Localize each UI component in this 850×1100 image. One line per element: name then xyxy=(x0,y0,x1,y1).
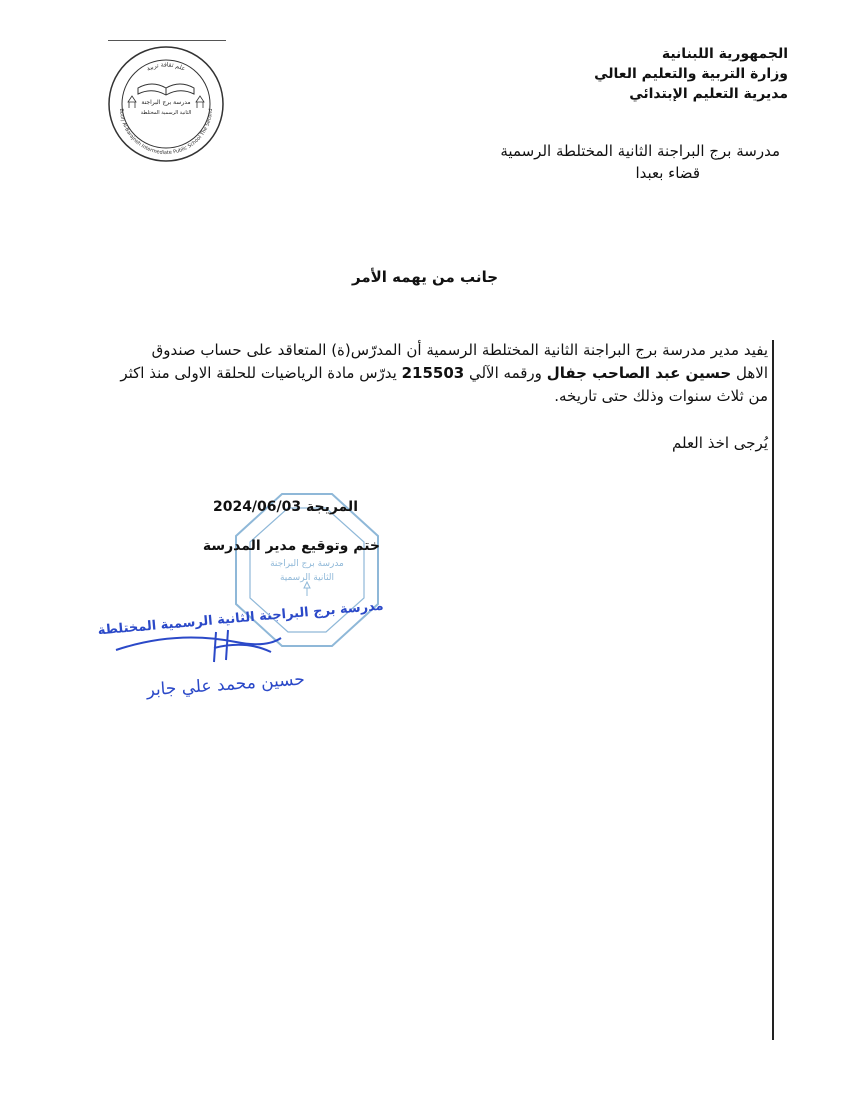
school-name: مدرسة برج البراجنة الثانية المختلطة الرسمية xyxy=(500,142,780,160)
letter-title: جانب من يهمه الأمر xyxy=(351,268,499,286)
date-line xyxy=(198,499,358,515)
margin-rule xyxy=(772,340,774,1040)
logo-top-words: علم ثقافة تربية xyxy=(145,61,187,73)
ministry-header xyxy=(468,44,788,104)
header-directorate: مديرية التعليم الإبتدائي xyxy=(629,86,788,102)
principal-signature xyxy=(96,590,386,710)
body-paragraph xyxy=(118,339,768,408)
teacher-id-number: 215503 xyxy=(401,364,465,382)
teacher-name: حسين عبد الصاحب جفال xyxy=(546,364,732,382)
header-republic: الجمهورية اللبنانية xyxy=(661,46,788,62)
header-ministry: وزارة التربية والتعليم العالي xyxy=(594,66,788,82)
request-line: يُرجى اخذ العلم xyxy=(672,434,768,452)
body-text-start: يفيد مدير مدرسة برج البراجنة الثانية المختلطة الرسمية أن المدرّس(ة) المتعاقد على حساب صندوق الاهل xyxy=(151,341,768,382)
school-info xyxy=(320,140,780,184)
logo-ring-text: Bourj Al-Barajneh Intermediate Public School The Second xyxy=(117,108,215,156)
logo-center-line2: الثانية الرسمية المختلطة xyxy=(140,110,192,116)
signature-school-text: مدرسة برج البراجنة الثانية الرسمية المختلطة xyxy=(97,598,385,639)
body-text-mid: ورقمه الآلي xyxy=(464,364,547,382)
letter-body xyxy=(118,339,768,408)
school-district: قضاء بعبدا xyxy=(635,164,700,182)
signature-label: ختم وتوقيع مدير المدرسة xyxy=(202,538,380,554)
place-name: المريجة xyxy=(306,499,358,515)
logo-center-line1: مدرسة برج البراجنة xyxy=(141,99,191,106)
body-text-end: يدرّس مادة الرياضيات للحلقة الاولى منذ اكثر من ثلاث سنوات وذلك حتى تاريخه. xyxy=(120,364,768,405)
divider-line xyxy=(108,40,226,41)
signature-name: حسين محمد علي جابر xyxy=(145,669,306,701)
svg-text:علم ثقافة تربية xyxy=(146,61,187,72)
school-logo xyxy=(106,44,226,164)
letter-date: 2024/06/03 xyxy=(212,499,302,515)
stamp-line2: الثانية الرسمية xyxy=(279,573,335,583)
stamp-line1: مدرسة برج البراجنة xyxy=(270,559,344,569)
